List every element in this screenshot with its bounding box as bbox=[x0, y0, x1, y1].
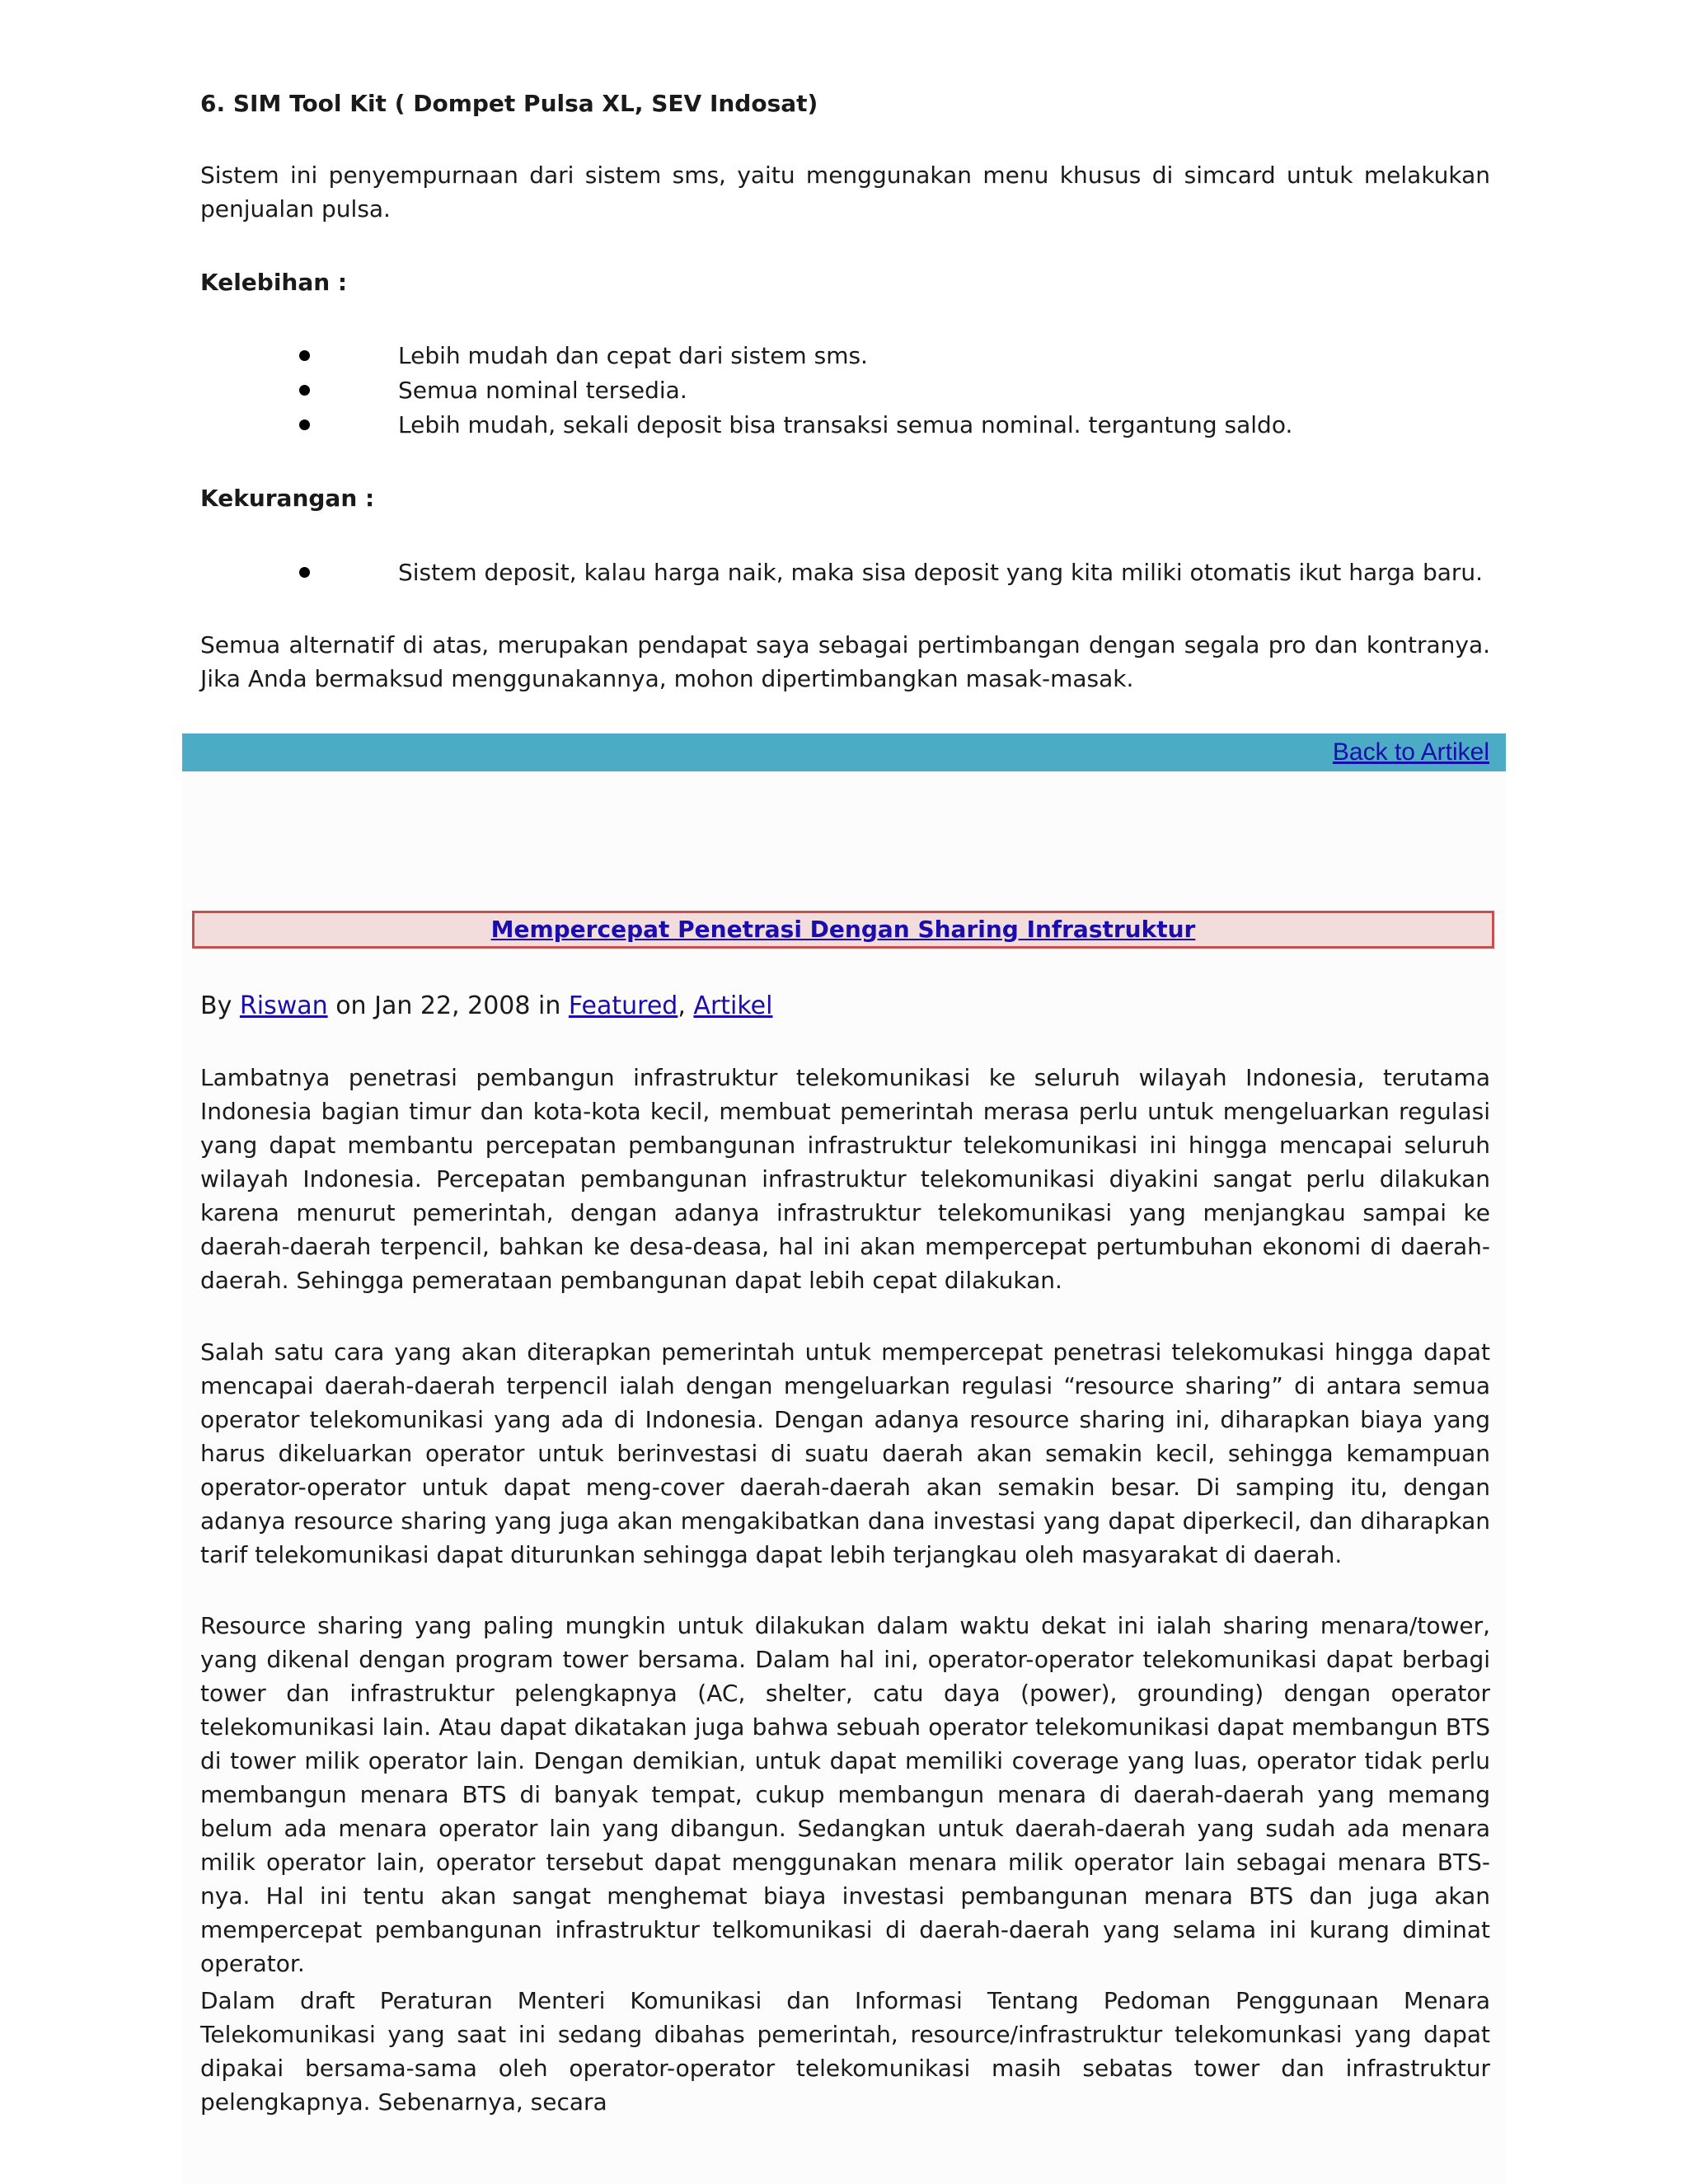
closing-paragraph bbox=[200, 628, 1490, 696]
section-heading: 6. SIM Tool Kit ( Dompet Pulsa XL, SEV Indosat) bbox=[200, 90, 818, 117]
byline-date: on Jan 22, 2008 in bbox=[335, 991, 561, 1020]
category-link-artikel[interactable]: Artikel bbox=[693, 991, 773, 1020]
article-title-link[interactable]: Mempercepat Penetrasi Dengan Sharing Infrastruktur bbox=[490, 916, 1196, 943]
kekurangan-label: Kekurangan : bbox=[200, 485, 375, 512]
kekurangan-list bbox=[200, 555, 1490, 590]
paragraph-text: Resource sharing yang paling mungkin untuk dilakukan dalam waktu dekat ini ialah sharing menara/tower, yang dikenal dengan program tower bersama. Dalam hal ini, operator-operator telekomunikasi dapat berbagi tower dan infrastruktur pelengkapnya (AC, shelter, catu daya (power), grounding) dengan operator telekomunikasi lain. Atau dapat dikatakan juga bahwa sebuah operator telekomunikasi dapat membangun BTS di tower milik operator lain. Dengan demikian, untuk dapat memiliki coverage yang luas, operator tidak perlu membangun menara BTS di banyak tempat, cukup membangun menara di daerah-daerah yang memang belum ada menara operator lain yang dibangun. Sedangkan untuk daerah-daerah yang sudah ada menara milik operator lain, operator tersebut dapat menggunakan menara milik operator lain sebagai menara BTS-nya. Hal ini tentu akan sangat menghemat biaya investasi pembangunan menara BTS dan juga akan mempercepat pembangunan infrastruktur telkomunikasi di daerah-daerah yang selama ini kurang diminat operator. bbox=[200, 1612, 1490, 1977]
category-separator: , bbox=[678, 991, 686, 1020]
article-paragraph-2 bbox=[200, 1335, 1490, 1572]
closing-text: Semua alternatif di atas, merupakan pendapat saya sebagai pertimbangan dengan segala pro dan kontranya. Jika Anda bermaksud menggunakannya, mohon dipertimbangkan masak-masak. bbox=[200, 631, 1490, 692]
bullet-icon bbox=[299, 385, 310, 396]
kelebihan-label: Kelebihan : bbox=[200, 269, 348, 296]
article-title-box bbox=[192, 911, 1494, 949]
article-paragraph-4 bbox=[200, 1984, 1490, 2119]
bullet-icon bbox=[299, 419, 310, 430]
byline bbox=[200, 989, 772, 1024]
kelebihan-list bbox=[200, 339, 1490, 443]
list-item: Semua nominal tersedia. bbox=[200, 373, 1490, 408]
article-paragraph-3 bbox=[200, 1609, 1490, 1980]
paragraph-text: Lambatnya penetrasi pembangun infrastruktur telekomunikasi ke seluruh wilayah Indonesia, terutama Indonesia bagian timur dan kota-kota kecil, membuat pemerintah merasa perlu untuk mengeluarkan regulasi yang dapat membantu percepatan pembangunan infrastruktur telekomunikasi ini hingga mencapai seluruh wilayah Indonesia. Percepatan pembangunan infrastruktur telekomunikasi diyakini sangat perlu dilakukan karena menurut pemerintah, dengan adanya infrastruktur telekomunikasi yang menjangkau sampai ke daerah-daerah terpencil, bahkan ke desa-deasa, hal ini akan mempercepat pertumbuhan ekonomi di daerah-daerah. Sehingga pemerataan pembangunan dapat lebih cepat dilakukan. bbox=[200, 1064, 1490, 1294]
category-link-featured[interactable]: Featured bbox=[568, 991, 678, 1020]
byline-by: By bbox=[200, 991, 232, 1020]
list-item: Lebih mudah dan cepat dari sistem sms. bbox=[200, 339, 1490, 373]
nav-bar bbox=[182, 733, 1506, 771]
back-to-artikel-link[interactable]: Back to Artikel bbox=[1332, 738, 1489, 766]
list-item: Lebih mudah, sekali deposit bisa transaksi semua nominal. tergantung saldo. bbox=[200, 408, 1490, 443]
intro-paragraph bbox=[200, 158, 1490, 226]
paragraph-text: Dalam draft Peraturan Menteri Komunikasi dan Informasi Tentang Pedoman Penggunaan Menara Telekomunikasi yang saat ini sedang dibahas pemerintah, resource/infrastruktur telekomunkasi yang dapat dipakai bersama-sama oleh operator-operator telekomunikasi masih sebatas tower dan infrastruktur pelengkapnya. Sebenarnya, secara bbox=[200, 1987, 1490, 2116]
paragraph-text: Salah satu cara yang akan diterapkan pemerintah untuk mempercepat penetrasi telekomukasi hingga dapat mencapai daerah-daerah terpencil ialah dengan mengeluarkan regulasi “resource sharing” di antara semua operator telekomunikasi yang ada di Indonesia. Dengan adanya resource sharing ini, diharapkan biaya yang harus dikeluarkan operator untuk berinvestasi di suatu daerah akan semakin kecil, sehingga kemampuan operator-operator untuk dapat meng-cover daerah-daerah akan semakin besar. Di samping itu, dengan adanya resource sharing yang juga akan mengakibatkan dana investasi yang dapat diperkecil, dan diharapkan tarif telekomunikasi dapat diturunkan sehingga dapat lebih terjangkau oleh masyarakat di daerah. bbox=[200, 1338, 1490, 1568]
article-paragraph-1 bbox=[200, 1061, 1490, 1297]
intro-text: Sistem ini penyempurnaan dari sistem sms, yaitu menggunakan menu khusus di simcard untuk melakukan penjualan pulsa. bbox=[200, 162, 1490, 223]
author-link[interactable]: Riswan bbox=[239, 991, 328, 1020]
bullet-icon bbox=[299, 567, 310, 578]
list-item: Sistem deposit, kalau harga naik, maka sisa deposit yang kita miliki otomatis ikut harga baru. bbox=[200, 555, 1490, 590]
bullet-icon bbox=[299, 350, 310, 361]
